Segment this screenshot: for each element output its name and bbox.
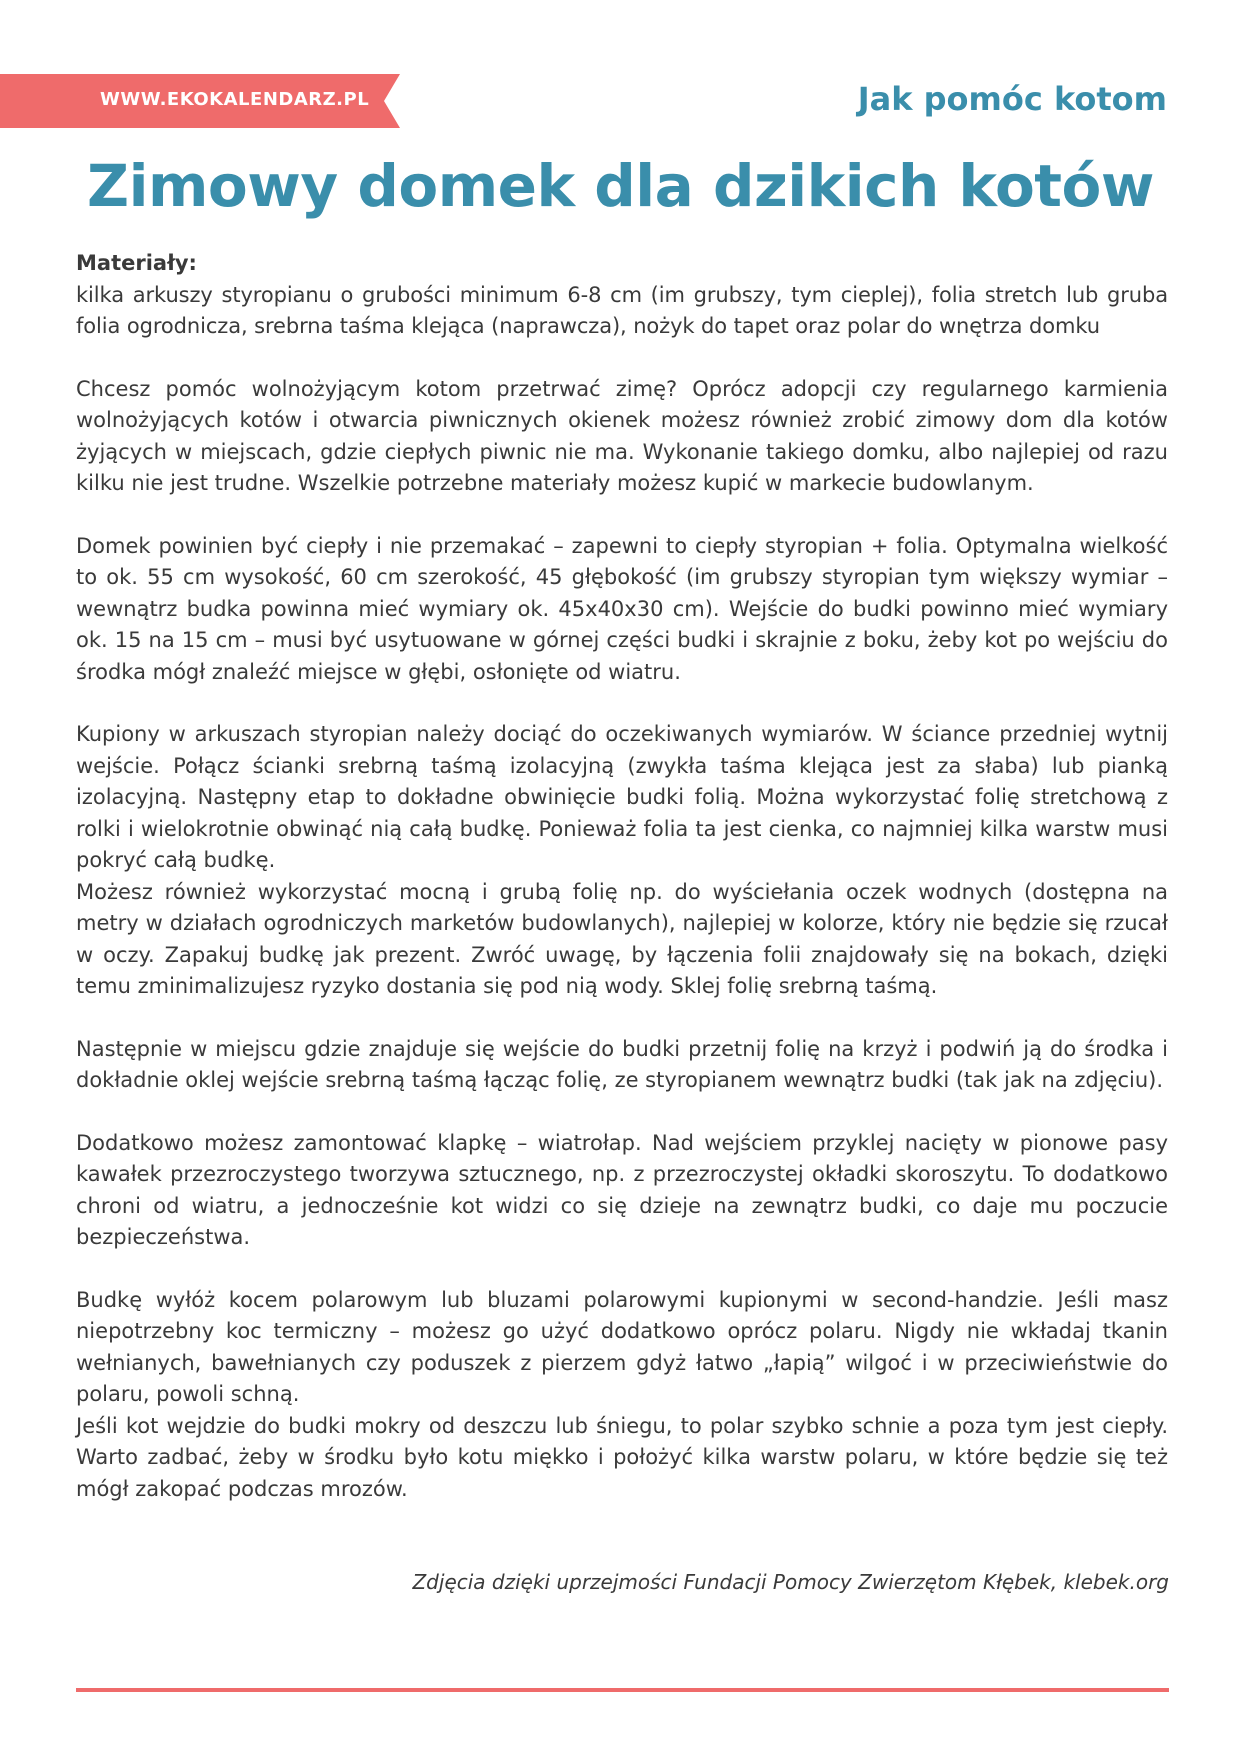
paragraph-warmth: Jeśli kot wejdzie do budki mokry od deszczu lub śniegu, to polar szybko schnie a poza tym jest ciepły. Warto zadbać, żeby w środku było kotu miękko i położyć kilka warstw polaru, w które będzie się też mógł zakopać podczas mrozów. — [76, 1413, 1168, 1501]
section-title: Jak pomóc kotom — [857, 80, 1167, 118]
paragraph-intro: Chcesz pomóc wolnożyjącym kotom przetrwać zimę? Oprócz adopcji czy regularnego karmienia wolnożyjących kotów i otwarcia piwnicznych okienek możesz również zrobić zimowy dom dla kotów żyjących w miejscach, gdzie ciepłych piwnic nie ma. Wykonanie takiego domku, albo najlepiej od razu kilku nie jest trudne. Wszelkie potrzebne materiały możesz kupić w markecie budowlanym. — [76, 376, 1168, 495]
paragraph-entrance: Następnie w miejscu gdzie znajduje się wejście do budki przetnij folię na krzyż i podwiń ją do środka i dokładnie oklej wejście srebrną taśmą łącząc folię, ze styropianem wewnątrz budki (tak jak na zdjęciu). — [76, 1036, 1168, 1092]
materials-heading: Materiały: — [76, 251, 197, 275]
page-title: Zimowy domek dla dzikich kotów — [87, 152, 1154, 220]
photo-credit: Zdjęcia dzięki uprzejmości Fundacji Pomocy Zwierzętom Kłębek, klebek.org — [412, 1570, 1169, 1594]
paragraph-flap: Dodatkowo możesz zamontować klapkę – wiatrołap. Nad wejściem przyklej nacięty w pionowe pasy kawałek przezroczystego tworzywa sztucznego, np. z przezroczystej okładki skoroszytu. To dodatkowo chroni od wiatru, a jednocześnie kot widzi co się dzieje na zewnątrz budki, co daje mu poczucie bezpieczeństwa. — [76, 1130, 1168, 1249]
article-body — [76, 248, 1168, 1505]
materials-text: kilka arkuszy styropianu o grubości minimum 6-8 cm (im grubszy, tym cieplej), folia stretch lub gruba folia ogrodnicza, srebrna taśma klejąca (naprawcza), nożyk do tapet oraz polar do wnętrza domku — [76, 282, 1168, 338]
paragraph-dimensions: Domek powinien być ciepły i nie przemakać – zapewni to ciepły styropian + folia. Optymalna wielkość to ok. 55 cm wysokość, 60 cm szerokość, 45 głębokość (im grubszy styropian tym większy wymiar – wewnątrz budka powinna mieć wymiary ok. 45x40x30 cm). Wejście do budki powinno mieć wymiary ok. 15 na 15 cm – musi być usytuowane w górnej części budki i skrajnie z boku, żeby kot po wejściu do środka mógł znaleźć miejsce w głębi, osłonięte od wiatru. — [76, 533, 1168, 684]
website-label[interactable]: WWW.EKOKALENDARZ.PL — [100, 89, 370, 110]
bottom-divider — [76, 1688, 1169, 1692]
paragraph-fleece: Budkę wyłóż kocem polarowym lub bluzami polarowymi kupionymi w second-handzie. Jeśli masz niepotrzebny koc termiczny – możesz go użyć dodatkowo oprócz polaru. Nigdy nie wkładaj tkanin wełnianych, bawełnianych czy poduszek z pierzem gdyż łatwo „łapią” wilgoć i w przeciwieństwie do polaru, powoli schną. — [76, 1287, 1168, 1406]
paragraph-cutting: Kupiony w arkuszach styropian należy dociąć do oczekiwanych wymiarów. W ściance przedniej wytnij wejście. Połącz ścianki srebrną taśmą izolacyjną (zwykła taśma klejąca jest za słaba) lub pianką izolacyjną. Następny etap to dokładne obwinięcie budki folią. Można wykorzystać folię stretchową z rolki i wielokrotnie obwinąć nią całą budkę. Ponieważ folia ta jest cienka, co najmniej kilka warstw musi pokryć całą budkę. — [76, 722, 1168, 872]
paragraph-foil: Możesz również wykorzystać mocną i grubą folię np. do wyściełania oczek wodnych (dostępna na metry w działach ogrodniczych marketów budowlanych), najlepiej w kolorze, który nie będzie się rzucał w oczy. Zapakuj budkę jak prezent. Zwróć uwagę, by łączenia folii znajdowały się na bokach, dzięki temu zminimalizujesz ryzyko dostania się pod nią wody. Sklej folię srebrną taśmą. — [76, 879, 1168, 998]
